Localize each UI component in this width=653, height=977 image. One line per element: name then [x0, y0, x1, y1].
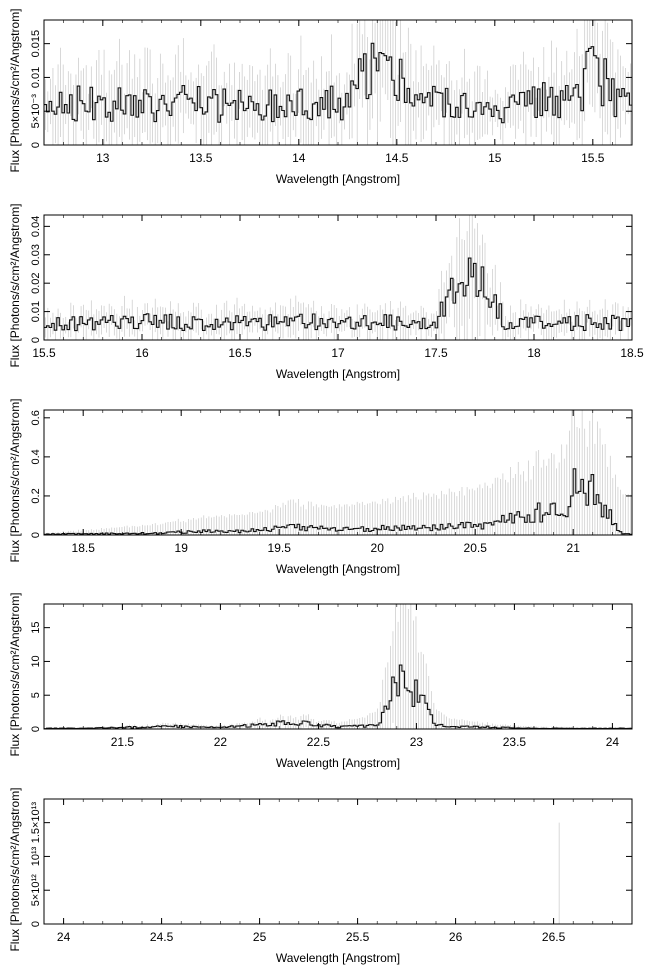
y-tick-label: 0: [30, 531, 42, 539]
y-axis-label: Flux [Photons/s/cm²/Angstrom]: [8, 203, 22, 368]
y-tick-label: 0.6: [30, 410, 42, 426]
chart-panel-1: [8, 8, 632, 186]
x-tick-label: 19: [174, 541, 188, 555]
x-axis-label: Wavelength [Angstrom]: [275, 172, 401, 186]
y-tick-label: 0: [30, 920, 42, 928]
chart-panel-5: [8, 787, 632, 965]
x-tick-label: 16.5: [228, 346, 252, 360]
x-tick-label: 24: [605, 735, 620, 749]
y-tick-label: 15: [30, 621, 42, 634]
x-tick-label: 26: [448, 930, 463, 944]
x-tick-label: 21: [566, 541, 580, 555]
y-tick-label: 0.2: [30, 488, 42, 504]
y-tick-label: 0.03: [30, 244, 42, 266]
y-tick-label: 10: [30, 655, 42, 668]
x-tick-label: 26.5: [541, 930, 566, 944]
y-tick-label: 0.01: [30, 66, 42, 89]
data-series-line: [44, 665, 632, 729]
x-axis-label: Wavelength [Angstrom]: [275, 367, 401, 381]
plot-frame: [44, 604, 632, 729]
y-tick-label: 1.5×10¹³: [30, 802, 42, 844]
y-axis-label: Flux [Photons/s/cm²/Angstrom]: [8, 787, 22, 952]
error-bars: [45, 604, 630, 729]
x-tick-label: 25: [252, 930, 267, 944]
x-tick-label: 20: [370, 541, 384, 555]
y-tick-label: 0: [30, 725, 42, 733]
x-tick-label: 13: [96, 151, 110, 165]
x-tick-label: 23.5: [502, 735, 527, 749]
x-tick-label: 24: [56, 930, 71, 944]
y-tick-label: 0: [30, 141, 42, 149]
x-tick-label: 24.5: [149, 930, 174, 944]
x-tick-label: 13.5: [189, 151, 213, 165]
x-tick-label: 14.5: [385, 151, 409, 165]
y-axis-label: Flux [Photons/s/cm²/Angstrom]: [8, 592, 22, 757]
chart-panel-4: [8, 592, 632, 770]
x-tick-label: 22.5: [306, 735, 331, 749]
x-tick-label: 23: [409, 735, 424, 749]
x-tick-label: 21.5: [110, 735, 135, 749]
x-tick-label: 18.5: [71, 541, 95, 555]
y-tick-label: 5×10⁻³: [30, 94, 42, 129]
x-tick-label: 17.5: [424, 346, 448, 360]
y-tick-label: 10¹³: [30, 846, 42, 867]
x-axis-label: Wavelength [Angstrom]: [275, 951, 401, 965]
y-tick-label: 0.04: [30, 215, 42, 238]
x-tick-label: 18: [527, 346, 541, 360]
x-tick-label: 15: [488, 151, 502, 165]
plot-frame: [44, 799, 632, 924]
x-tick-label: 17: [331, 346, 345, 360]
y-tick-label: 0.4: [30, 449, 42, 465]
x-tick-label: 25.5: [345, 930, 370, 944]
y-tick-label: 0.01: [30, 300, 42, 323]
y-tick-label: 0.015: [30, 29, 42, 58]
x-tick-label: 19.5: [267, 541, 291, 555]
x-tick-label: 20.5: [463, 541, 487, 555]
y-tick-label: 5: [30, 692, 42, 699]
x-axis-label: Wavelength [Angstrom]: [275, 562, 401, 576]
x-tick-label: 15.5: [32, 346, 56, 360]
x-tick-label: 15.5: [581, 151, 605, 165]
x-tick-label: 22: [213, 735, 228, 749]
chart-panel-2: [8, 203, 644, 381]
chart-panel-3: [8, 398, 632, 576]
y-tick-label: 0.02: [30, 272, 42, 294]
y-tick-label: 0: [30, 336, 42, 344]
y-axis-label: Flux [Photons/s/cm²/Angstrom]: [8, 398, 22, 563]
x-tick-label: 18.5: [620, 346, 644, 360]
x-axis-label: Wavelength [Angstrom]: [275, 756, 401, 770]
y-tick-label: 5×10¹²: [30, 874, 42, 907]
y-axis-label: Flux [Photons/s/cm²/Angstrom]: [8, 8, 22, 173]
x-tick-label: 14: [292, 151, 306, 165]
x-tick-label: 16: [135, 346, 149, 360]
